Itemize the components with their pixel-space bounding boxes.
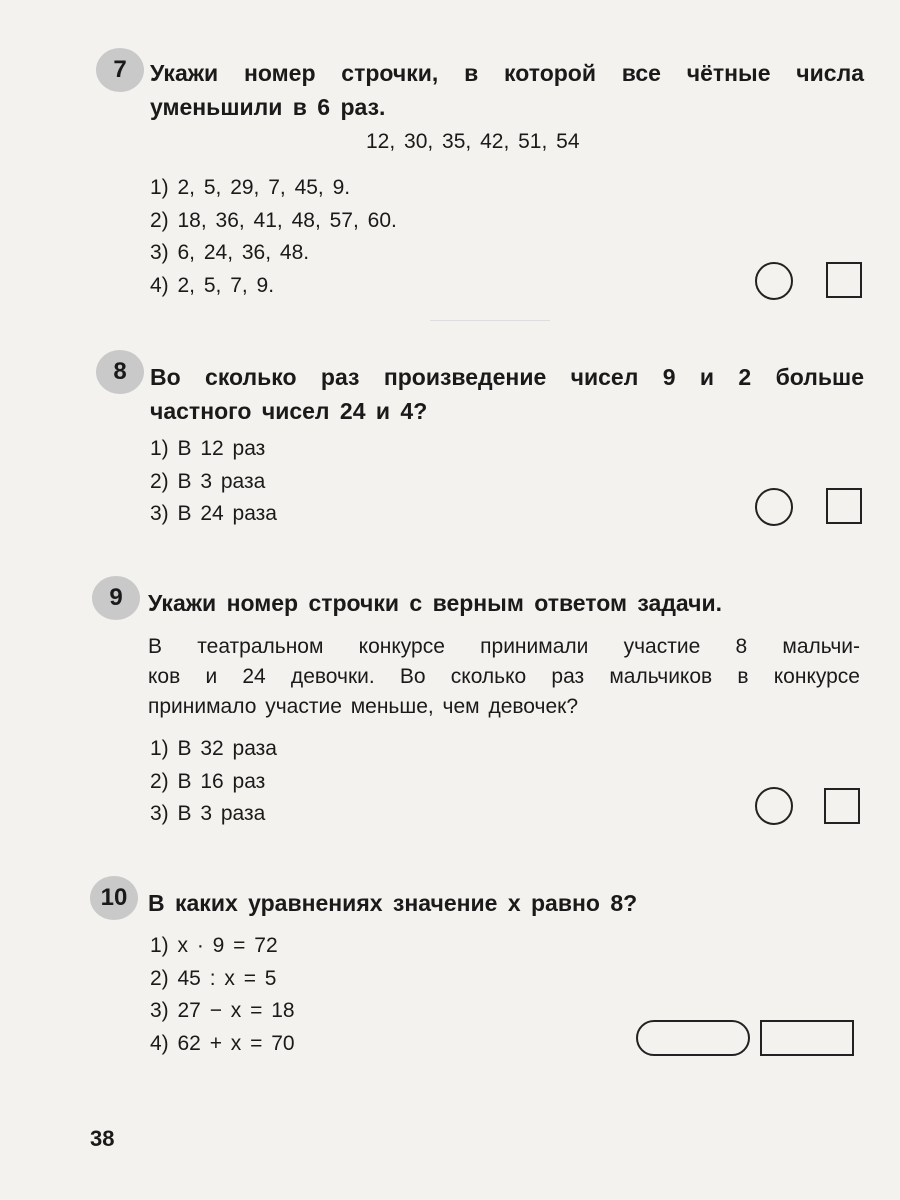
task-7-number: 7: [96, 48, 144, 92]
task-9-number: 9: [92, 576, 140, 620]
task-7-options: [150, 172, 397, 302]
page-number: 38: [90, 1126, 115, 1151]
divider: [430, 320, 550, 321]
task-8-number: 8: [96, 350, 144, 394]
task-9-option: 3) В 3 раза: [150, 802, 266, 825]
task-7-option: 3) 6, 24, 36, 48.: [150, 241, 310, 264]
task-9-answer-box[interactable]: [824, 788, 860, 824]
task-8-answer-circle[interactable]: [755, 488, 793, 526]
task-10-answer-box[interactable]: [760, 1020, 854, 1056]
task-7-number-list: 12, 30, 35, 42, 51, 54: [366, 130, 580, 153]
task-9-question: [148, 586, 864, 620]
task-7-option: 1) 2, 5, 29, 7, 45, 9.: [150, 176, 351, 199]
task-8-option: 1) В 12 раз: [150, 437, 266, 460]
task-10-answer-oval[interactable]: [636, 1020, 750, 1056]
task-7-question: [150, 56, 864, 124]
task-8-option: 2) В 3 раза: [150, 469, 266, 493]
task-9-options: [150, 733, 277, 831]
task-10-options: [150, 930, 295, 1060]
task-9-answer-circle[interactable]: [755, 787, 793, 825]
task-10-option: 4) 62 + х = 70: [150, 1031, 295, 1055]
task-8-question-line-1: Во сколько раз произведение чисел 9 и 2 больше: [150, 364, 864, 390]
task-10-question: [148, 886, 864, 920]
task-8-answer-box[interactable]: [826, 488, 862, 524]
task-10-option: 1) х · 9 = 72: [150, 934, 278, 957]
task-9-option: 1) В 32 раза: [150, 737, 277, 760]
task-7-question-line-1: Укажи номер строчки, в которой все чётные числа: [150, 60, 864, 86]
task-7-question-line-2: уменьшили в 6 раз.: [150, 94, 386, 120]
task-7-answer-circle[interactable]: [755, 262, 793, 300]
task-8-options: [150, 433, 277, 531]
task-7-option: 4) 2, 5, 7, 9.: [150, 273, 275, 297]
task-8-option: 3) В 24 раза: [150, 502, 277, 525]
task-9-problem-line-1: В театральном конкурсе принимали участие 8 мальчи-: [148, 635, 860, 658]
task-7-option: 2) 18, 36, 41, 48, 57, 60.: [150, 208, 397, 232]
task-9-problem-text: [148, 632, 860, 722]
task-10-option: 2) 45 : х = 5: [150, 966, 277, 990]
task-7-answer-box[interactable]: [826, 262, 862, 298]
task-8-question: [150, 360, 864, 428]
task-9-question-line-1: Укажи номер строчки с верным ответом задачи.: [148, 590, 723, 616]
task-9-problem-line-3: принимало участие меньше, чем девочек?: [148, 695, 579, 718]
task-9-option: 2) В 16 раз: [150, 769, 266, 793]
task-10-question-line-1: В каких уравнениях значение х равно 8?: [148, 890, 638, 916]
task-9-problem-line-2: ков и 24 девочки. Во сколько раз мальчиков в конкурсе: [148, 665, 860, 688]
task-10-number: 10: [90, 876, 138, 920]
task-8-question-line-2: частного чисел 24 и 4?: [150, 398, 428, 424]
task-10-option: 3) 27 − х = 18: [150, 999, 295, 1022]
